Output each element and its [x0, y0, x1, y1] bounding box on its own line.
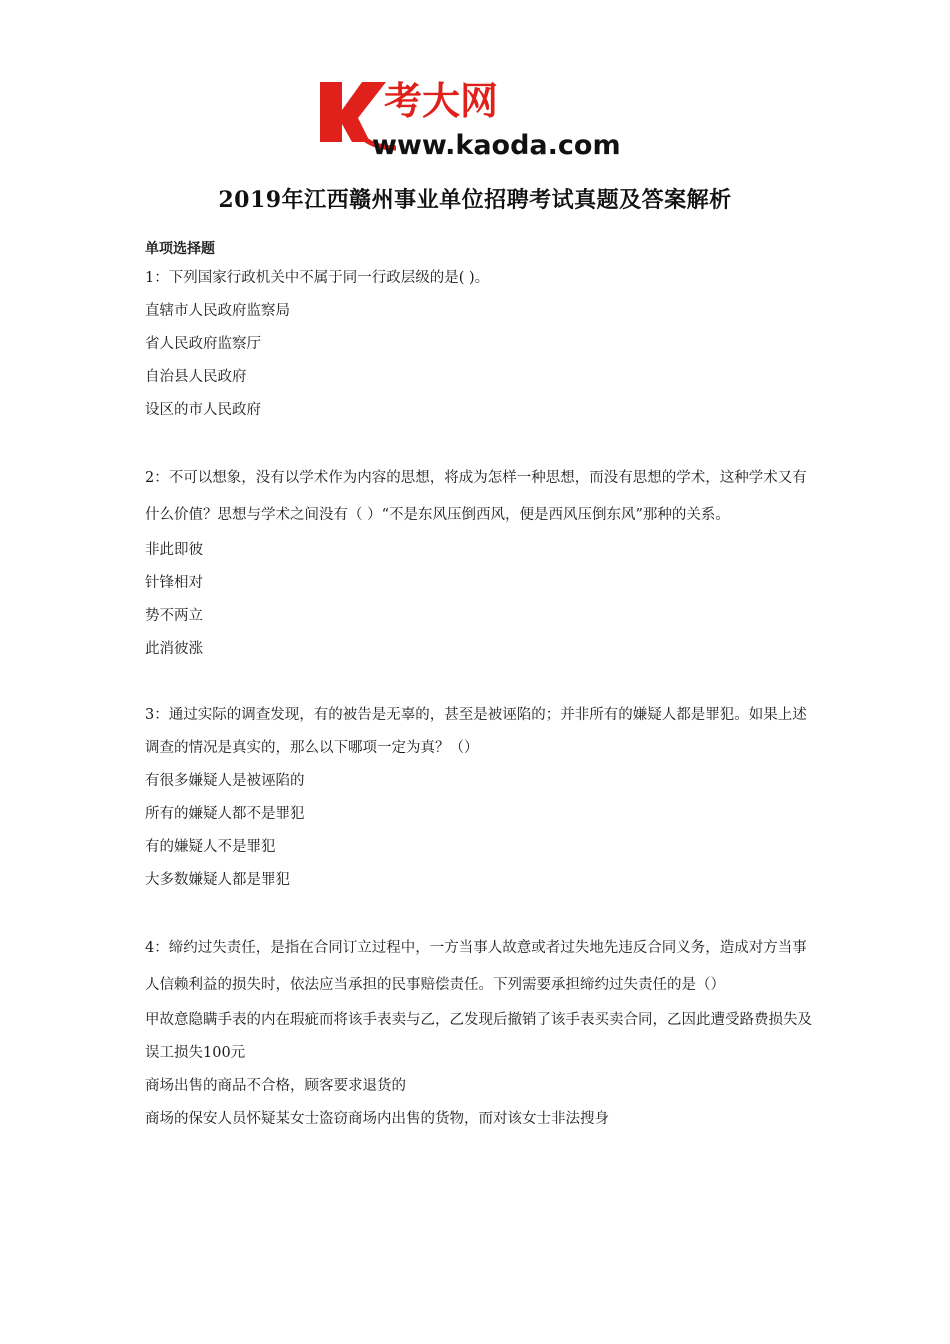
- option: 商场出售的商品不合格，顾客要求退货的: [145, 1078, 406, 1094]
- logo-url-text: www.kaoda.com: [372, 130, 621, 158]
- option: 自治县人民政府: [145, 369, 247, 385]
- question-stem: 1：下列国家行政机关中不属于同一行政层级的是( )。: [145, 270, 490, 286]
- option: 非此即彼: [145, 542, 203, 558]
- question-stem: 2：不可以想象，没有以学术作为内容的思想，将成为怎样一种思想，而没有思想的学术，这种学术又有什么价值？思想与学术之间没有（ ）“不是东风压倒西风，便是西风压倒东风”那种的关系。: [145, 470, 807, 523]
- document-body: [145, 238, 815, 1169]
- kaoda-logo-graphic: [318, 78, 638, 158]
- question-stem: 4：缔约过失责任，是指在合同订立过程中，一方当事人故意或者过失地先违反合同义务，造成对方当事人信赖利益的损失时，依法应当承担的民事赔偿责任。下列需要承担缔约过失责任的是（）: [145, 940, 807, 993]
- question-2: [145, 460, 815, 666]
- option: 大多数嫌疑人都是罪犯: [145, 872, 290, 888]
- option: 所有的嫌疑人都不是罪犯: [145, 806, 305, 822]
- option: 针锋相对: [145, 575, 203, 591]
- option: 省人民政府监察厅: [145, 336, 261, 352]
- document-title: 2019年江西赣州事业单位招聘考试真题及答案解析: [218, 187, 732, 213]
- question-4: [145, 930, 815, 1136]
- section-heading: 单项选择题: [145, 241, 215, 257]
- question-stem: 3：通过实际的调查发现，有的被告是无辜的，甚至是被诬陷的；并非所有的嫌疑人都是罪犯。如果上述调查的情况是真实的，那么以下哪项一定为真？（）: [145, 707, 807, 756]
- option: 甲故意隐瞒手表的内在瑕疵而将该手表卖与乙，乙发现后撤销了该手表买卖合同，乙因此遭受路费损失及误工损失100元: [145, 1012, 812, 1061]
- option: 有的嫌疑人不是罪犯: [145, 839, 276, 855]
- option: 有很多嫌疑人是被诬陷的: [145, 773, 305, 789]
- option: 设区的市人民政府: [145, 402, 261, 418]
- option: 此消彼涨: [145, 641, 203, 657]
- kaoda-logo: [318, 78, 638, 158]
- option: 商场的保安人员怀疑某女士盗窃商场内出售的货物，而对该女士非法搜身: [145, 1111, 609, 1127]
- logo-brand-text: 考大网: [384, 79, 499, 123]
- question-3: [145, 699, 815, 897]
- option: 势不两立: [145, 608, 203, 624]
- question-1: [145, 262, 815, 427]
- option: 直辖市人民政府监察局: [145, 303, 290, 319]
